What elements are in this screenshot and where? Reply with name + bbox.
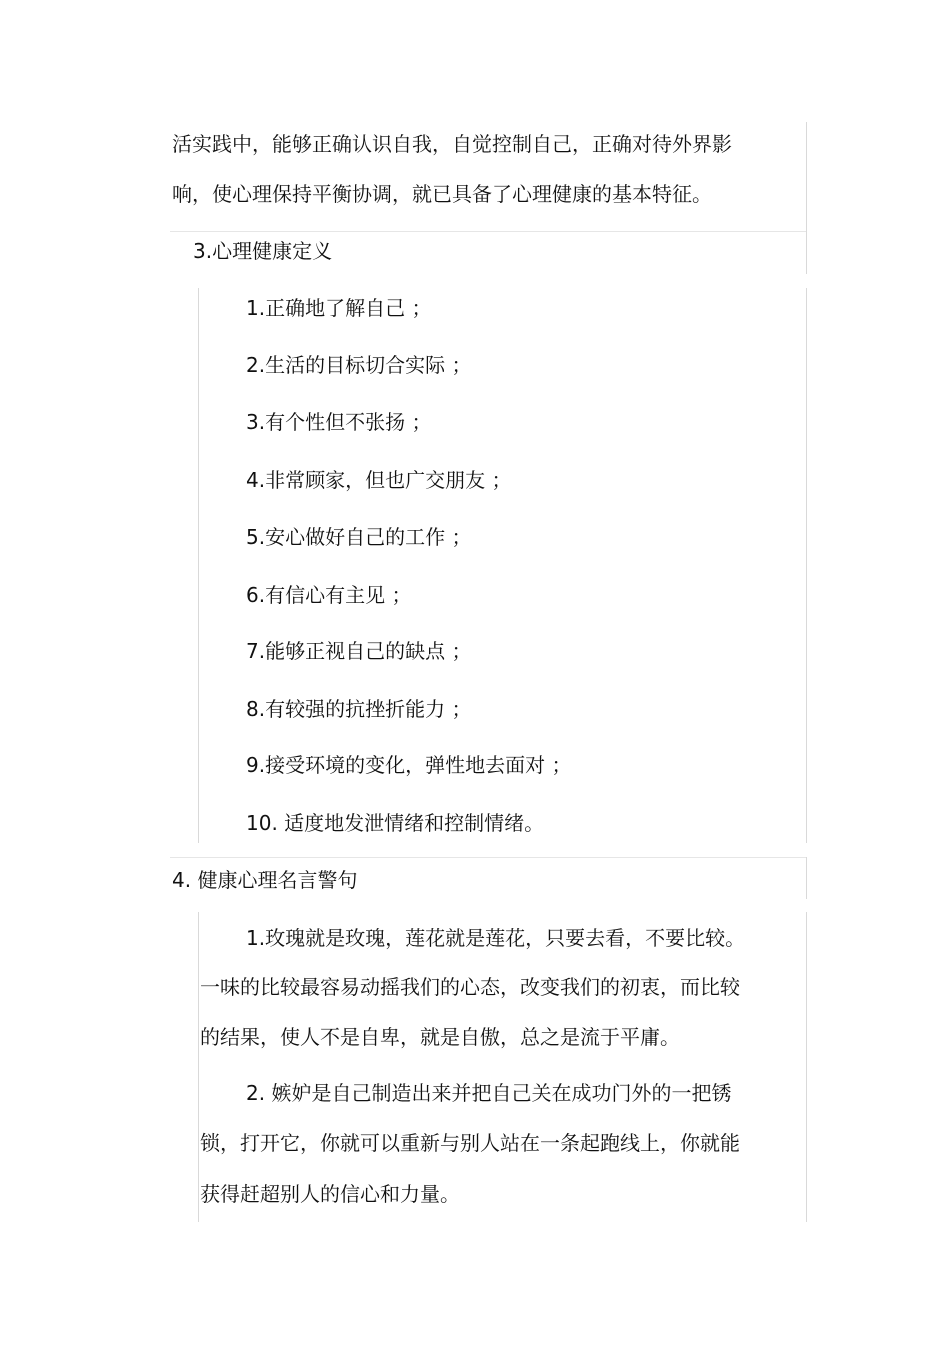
quote1-line-2: 一味的比较最容易动摇我们的心态，改变我们的初衷，而比较: [200, 975, 740, 999]
frame-rule-left-quotes: [198, 912, 199, 1222]
frame-rule-right-list: [806, 288, 807, 843]
definition-item-1: 1.正确地了解自己 ；: [246, 296, 432, 320]
frame-rule-top-section4: [170, 857, 806, 858]
definition-item-3: 3.有个性但不张扬 ；: [246, 410, 432, 434]
quote2-line-1: 2. 嫉妒是自己制造出来并把自己关在成功门外的一把锈: [246, 1081, 732, 1105]
quote1-line-3: 的结果，使人不是自卑，就是自傲，总之是流于平庸。: [200, 1025, 680, 1049]
frame-rule-top-section3: [170, 231, 806, 232]
definition-item-7: 7.能够正视自己的缺点 ；: [246, 639, 472, 663]
quote2-line-3: 获得赶超别人的信心和力量。: [200, 1182, 460, 1206]
quote1-line-1: 1.玫瑰就是玫瑰，莲花就是莲花，只要去看，不要比较。: [246, 926, 746, 950]
definition-item-10: 10. 适度地发泄情绪和控制情绪。: [246, 811, 545, 835]
section4-heading: 4. 健康心理名言警句: [172, 868, 358, 892]
frame-rule-right: [806, 122, 807, 274]
intro-line-2: 响，使心理保持平衡协调，就已具备了心理健康的基本特征。: [172, 182, 712, 206]
section3-heading: 3.心理健康定义: [193, 239, 333, 263]
definition-item-8: 8.有较强的抗挫折能力 ；: [246, 697, 472, 721]
definition-item-6: 6.有信心有主见 ；: [246, 583, 412, 607]
definition-item-9: 9.接受环境的变化，弹性地去面对 ；: [246, 753, 572, 777]
quote2-line-2: 锁，打开它，你就可以重新与别人站在一条起跑线上，你就能: [200, 1131, 740, 1155]
frame-rule-right-quotes: [806, 912, 807, 1222]
definition-item-2: 2.生活的目标切合实际 ；: [246, 353, 472, 377]
frame-rule-right-section4: [806, 857, 807, 899]
definition-item-5: 5.安心做好自己的工作 ；: [246, 525, 472, 549]
frame-rule-left-list: [198, 288, 199, 843]
definition-item-4: 4.非常顾家，但也广交朋友 ；: [246, 468, 512, 492]
intro-line-1: 活实践中，能够正确认识自我，自觉控制自己，正确对待外界影: [172, 132, 732, 156]
